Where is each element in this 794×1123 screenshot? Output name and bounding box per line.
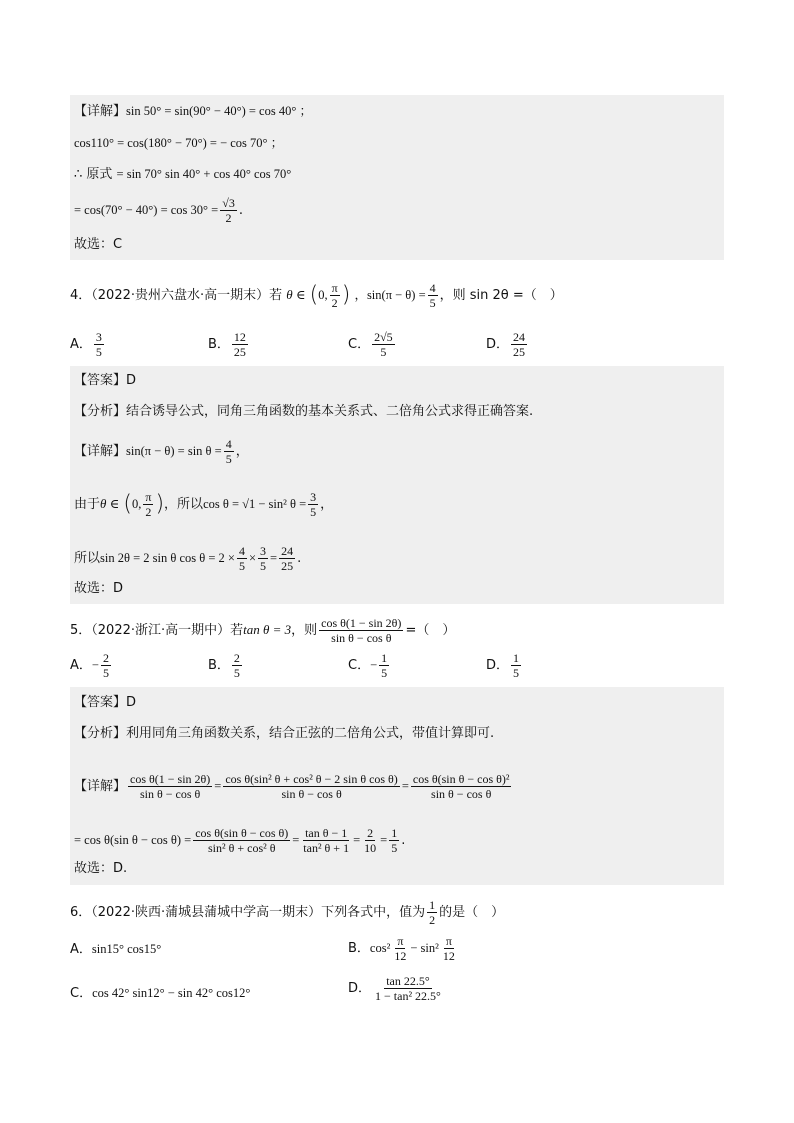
- q6-stem: [70, 898, 504, 927]
- fraction: [223, 772, 399, 801]
- denominator: 5: [225, 452, 232, 466]
- denominator: 5: [260, 559, 267, 573]
- q5-answer: [74, 695, 136, 711]
- denominator: 5: [95, 345, 102, 359]
- fraction: [301, 826, 351, 855]
- q4-option-a[interactable]: [70, 330, 106, 359]
- q4-answer: [74, 373, 136, 389]
- right-paren: ): [341, 282, 351, 308]
- numerator: cos θ(sin θ − cos θ)²: [412, 772, 510, 786]
- denominator: 2: [429, 913, 436, 927]
- numerator: cos θ(sin² θ + cos² θ − 2 sin θ cos θ): [225, 772, 398, 786]
- q4-detail-line1: [74, 437, 249, 466]
- formula: ，sin(π − θ) =: [354, 288, 426, 302]
- formula: = cos θ(sin θ − cos θ) =: [74, 833, 192, 847]
- formula: sin15° cos15°: [91, 942, 162, 956]
- fraction: [330, 281, 340, 310]
- denominator: tan² θ + 1: [303, 841, 350, 855]
- q3-detail-line2: [74, 135, 283, 152]
- formula: cos θ = √1 − sin² θ =: [203, 497, 307, 511]
- sign: −: [91, 658, 99, 672]
- formula: sin 50° = sin(90° − 40°) = cos 40° ；: [126, 104, 312, 118]
- punct: ，: [320, 497, 334, 512]
- formula: tan θ = 3: [243, 622, 292, 637]
- q6-option-b[interactable]: [348, 934, 459, 963]
- denominator: 25: [513, 345, 526, 359]
- numerator: 1: [391, 826, 398, 840]
- fraction: [143, 490, 153, 519]
- text: ，所以: [164, 497, 204, 512]
- numerator: 24: [513, 330, 526, 344]
- q4-detail-line3: 所以sin 2θ = 2 sin θ cos θ = 2 × $\frac{4}{5}$ × $\frac{3}{5}$ = $\frac{24}{25}$ .: [74, 544, 302, 573]
- fraction: [373, 974, 443, 1003]
- formula: sin(π − θ) = sin θ =: [126, 444, 222, 458]
- text: ∴ 原式: [74, 167, 113, 182]
- denominator: sin² θ + cos² θ: [208, 841, 276, 855]
- fraction: [511, 330, 527, 359]
- numerator: π: [145, 490, 152, 504]
- fraction: [411, 772, 512, 801]
- stem-text: ，则 sin 2θ =（ ）: [439, 288, 563, 303]
- stem-text: ，则: [291, 623, 318, 638]
- stem-text: 的是（ ）: [439, 905, 505, 920]
- fraction: [232, 651, 242, 680]
- fraction: [511, 651, 521, 680]
- fraction: [379, 651, 389, 680]
- fraction: [372, 330, 395, 359]
- choice-text: 故选：D: [74, 581, 124, 596]
- right-paren: ): [155, 491, 165, 517]
- numerator: 24: [281, 544, 294, 558]
- numerator: 1: [513, 651, 520, 665]
- q4-stem: [70, 281, 563, 310]
- fraction: [427, 898, 437, 927]
- q6-option-d[interactable]: [348, 974, 445, 1003]
- option-label: B．: [348, 941, 370, 956]
- option-label: D．: [486, 658, 510, 673]
- numerator: 12: [233, 330, 246, 344]
- q3-detail-line1: [74, 103, 312, 120]
- option-label: A．: [70, 337, 92, 352]
- numerator: 3: [260, 544, 267, 558]
- numerator: 3: [95, 330, 102, 344]
- option-label: A．: [70, 942, 92, 957]
- option-label: C．: [348, 658, 371, 673]
- fraction: [389, 826, 399, 855]
- denominator: 5: [513, 666, 520, 680]
- denominator: 5: [429, 296, 436, 310]
- denominator: 25: [281, 559, 294, 573]
- denominator: 5: [380, 345, 387, 359]
- denominator: sin θ − cos θ: [140, 787, 201, 801]
- numerator: π: [331, 281, 338, 295]
- sign: −: [370, 658, 378, 672]
- fraction: [279, 544, 295, 573]
- fraction: [441, 934, 457, 963]
- denominator: 2: [145, 505, 152, 519]
- denominator: 5: [102, 666, 109, 680]
- q3-detail-line4: = cos(70° − 40°) = cos 30° = $\frac{√3}{2}$ .: [74, 196, 243, 225]
- numerator: 2: [367, 826, 374, 840]
- denominator: 2: [225, 211, 232, 225]
- fraction: [224, 437, 234, 466]
- fraction: [220, 196, 237, 225]
- choice-text: 故选：D.: [74, 861, 128, 876]
- denominator: 5: [310, 505, 317, 519]
- q5-option-d[interactable]: [486, 651, 523, 680]
- numerator: tan θ − 1: [305, 826, 348, 840]
- q5-stem: [70, 616, 455, 645]
- formula: sin 2θ = 2 sin θ cos θ = 2 ×: [100, 551, 235, 565]
- q4-choice: [74, 581, 123, 597]
- numerator: √3: [222, 196, 235, 210]
- formula: = cos(70° − 40°) = cos 30° =: [74, 203, 219, 217]
- denominator: 2: [331, 296, 338, 310]
- punct: ，: [235, 444, 249, 459]
- q4-option-d[interactable]: [486, 330, 529, 359]
- text: 由于: [74, 497, 101, 512]
- fraction: [128, 772, 212, 801]
- numerator: cos θ(1 − sin 2θ): [130, 772, 211, 786]
- left-paren: (: [309, 282, 319, 308]
- q5-detail-line1: 【详解】 $\frac{\text{cos θ(1 − sin 2θ)}}{\text{sin θ − cos θ}}$ = $\frac{\text{cos θ(sin² θ + cos² θ − 2 sin θ cos θ)}}{\text{sin θ − cos θ}}$ = $\frac{\text{cos θ(sin θ − cos θ)²}}{\text{sin θ − cos θ}}$: [74, 772, 510, 801]
- denominator: sin θ − cos θ: [331, 631, 392, 645]
- option-label: D．: [348, 981, 372, 996]
- q3-choice: [74, 237, 122, 253]
- numerator: cos θ(1 − sin 2θ): [321, 616, 402, 630]
- option-label: A．: [70, 658, 92, 673]
- numerator: 2√5: [374, 330, 393, 344]
- answer-text: 【答案】D: [74, 373, 137, 388]
- denominator: 12: [442, 949, 455, 963]
- q6-option-a[interactable]: [70, 938, 161, 957]
- fraction: [94, 330, 104, 359]
- numerator: 4: [238, 544, 245, 558]
- numerator: 1: [429, 898, 436, 912]
- numerator: π: [445, 934, 452, 948]
- numerator: 4: [225, 437, 232, 451]
- denominator: 5: [381, 666, 388, 680]
- q4-option-c[interactable]: [348, 330, 397, 359]
- numerator: 1: [381, 651, 388, 665]
- q4-analysis: [74, 404, 533, 420]
- q3-detail-line3: [74, 166, 291, 183]
- numerator: 4: [429, 281, 436, 295]
- q5-analysis: [74, 726, 494, 742]
- fraction: [258, 544, 268, 573]
- detail-label: 【详解】: [74, 104, 127, 119]
- denominator: 5: [391, 841, 398, 855]
- numerator: 3: [310, 490, 317, 504]
- formula: θ ∈: [100, 496, 120, 511]
- q4-detail-line2: [74, 490, 333, 519]
- formula: − sin²: [410, 941, 439, 955]
- left-paren: (: [123, 491, 133, 517]
- q4-option-b[interactable]: [208, 330, 250, 359]
- answer-text: 【答案】D: [74, 695, 137, 710]
- analysis-text: 【分析】结合诱导公式，同角三角函数的基本关系式、二倍角公式求得正确答案.: [74, 404, 534, 419]
- numerator: π: [397, 934, 404, 948]
- option-label: B．: [208, 337, 230, 352]
- option-label: B．: [208, 658, 230, 673]
- denominator: sin θ − cos θ: [281, 787, 342, 801]
- text: 所以: [74, 551, 101, 566]
- option-label: D．: [486, 337, 510, 352]
- formula: = sin 70° sin 40° + cos 40° cos 70°: [116, 167, 292, 181]
- analysis-text: 【分析】利用同角三角函数关系，结合正弦的二倍角公式，带值计算即可.: [74, 726, 495, 741]
- denominator: 5: [233, 666, 240, 680]
- q5-option-b[interactable]: [208, 651, 244, 680]
- denominator: 5: [238, 559, 245, 573]
- formula: cos²: [369, 941, 391, 955]
- fraction: [193, 826, 290, 855]
- stem-text: 5．（2022·浙江·高一期中）若: [70, 623, 244, 638]
- choice-text: 故选：C: [74, 237, 123, 252]
- detail-label: 【详解】: [74, 444, 127, 459]
- fraction: [101, 651, 111, 680]
- denominator: 25: [233, 345, 246, 359]
- denominator: 12: [394, 949, 407, 963]
- formula: cos 42° sin12° − sin 42° cos12°: [92, 986, 251, 1000]
- denominator: sin θ − cos θ: [431, 787, 492, 801]
- q5-detail-line2: = cos θ(sin θ − cos θ) = $\frac{\text{cos θ(sin θ − cos θ)}}{\text{sin² θ + cos² θ}}$ = $\frac{\text{tan θ − 1}}{\text{tan² θ + 1}}$ = $\frac{2}{10}$ = $\frac{1}{5}$ .: [74, 826, 406, 855]
- formula: θ ∈: [286, 287, 306, 302]
- fraction: [308, 490, 318, 519]
- fraction: [237, 544, 247, 573]
- q5-choice: [74, 861, 127, 877]
- formula: cos110° = cos(180° − 70°) = − cos 70° ；: [74, 136, 284, 150]
- detail-label: 【详解】: [74, 779, 127, 794]
- numerator: cos θ(sin θ − cos θ): [195, 826, 289, 840]
- q5-option-c[interactable]: [348, 651, 391, 680]
- denominator: 1 − tan² 22.5°: [375, 989, 441, 1003]
- numerator: tan 22.5°: [386, 974, 430, 988]
- stem-text: 6．（2022·陕西·蒲城县蒲城中学高一期末）下列各式中，值为: [70, 905, 426, 920]
- q6-option-c[interactable]: [70, 982, 250, 1001]
- fraction: [319, 616, 403, 645]
- option-label: C．: [348, 337, 371, 352]
- q5-option-a[interactable]: [70, 651, 113, 680]
- fraction: [362, 826, 378, 855]
- stem-text: =（ ）: [405, 623, 456, 638]
- denominator: 10: [364, 841, 377, 855]
- formula: 0,: [132, 497, 142, 511]
- numerator: 2: [102, 651, 109, 665]
- fraction: [232, 330, 248, 359]
- fraction: [392, 934, 408, 963]
- formula: 0,: [318, 288, 328, 302]
- fraction: [428, 281, 438, 310]
- stem-text: 4．（2022·贵州六盘水·高一期末）若: [70, 288, 283, 303]
- numerator: 2: [233, 651, 240, 665]
- option-label: C．: [70, 986, 93, 1001]
